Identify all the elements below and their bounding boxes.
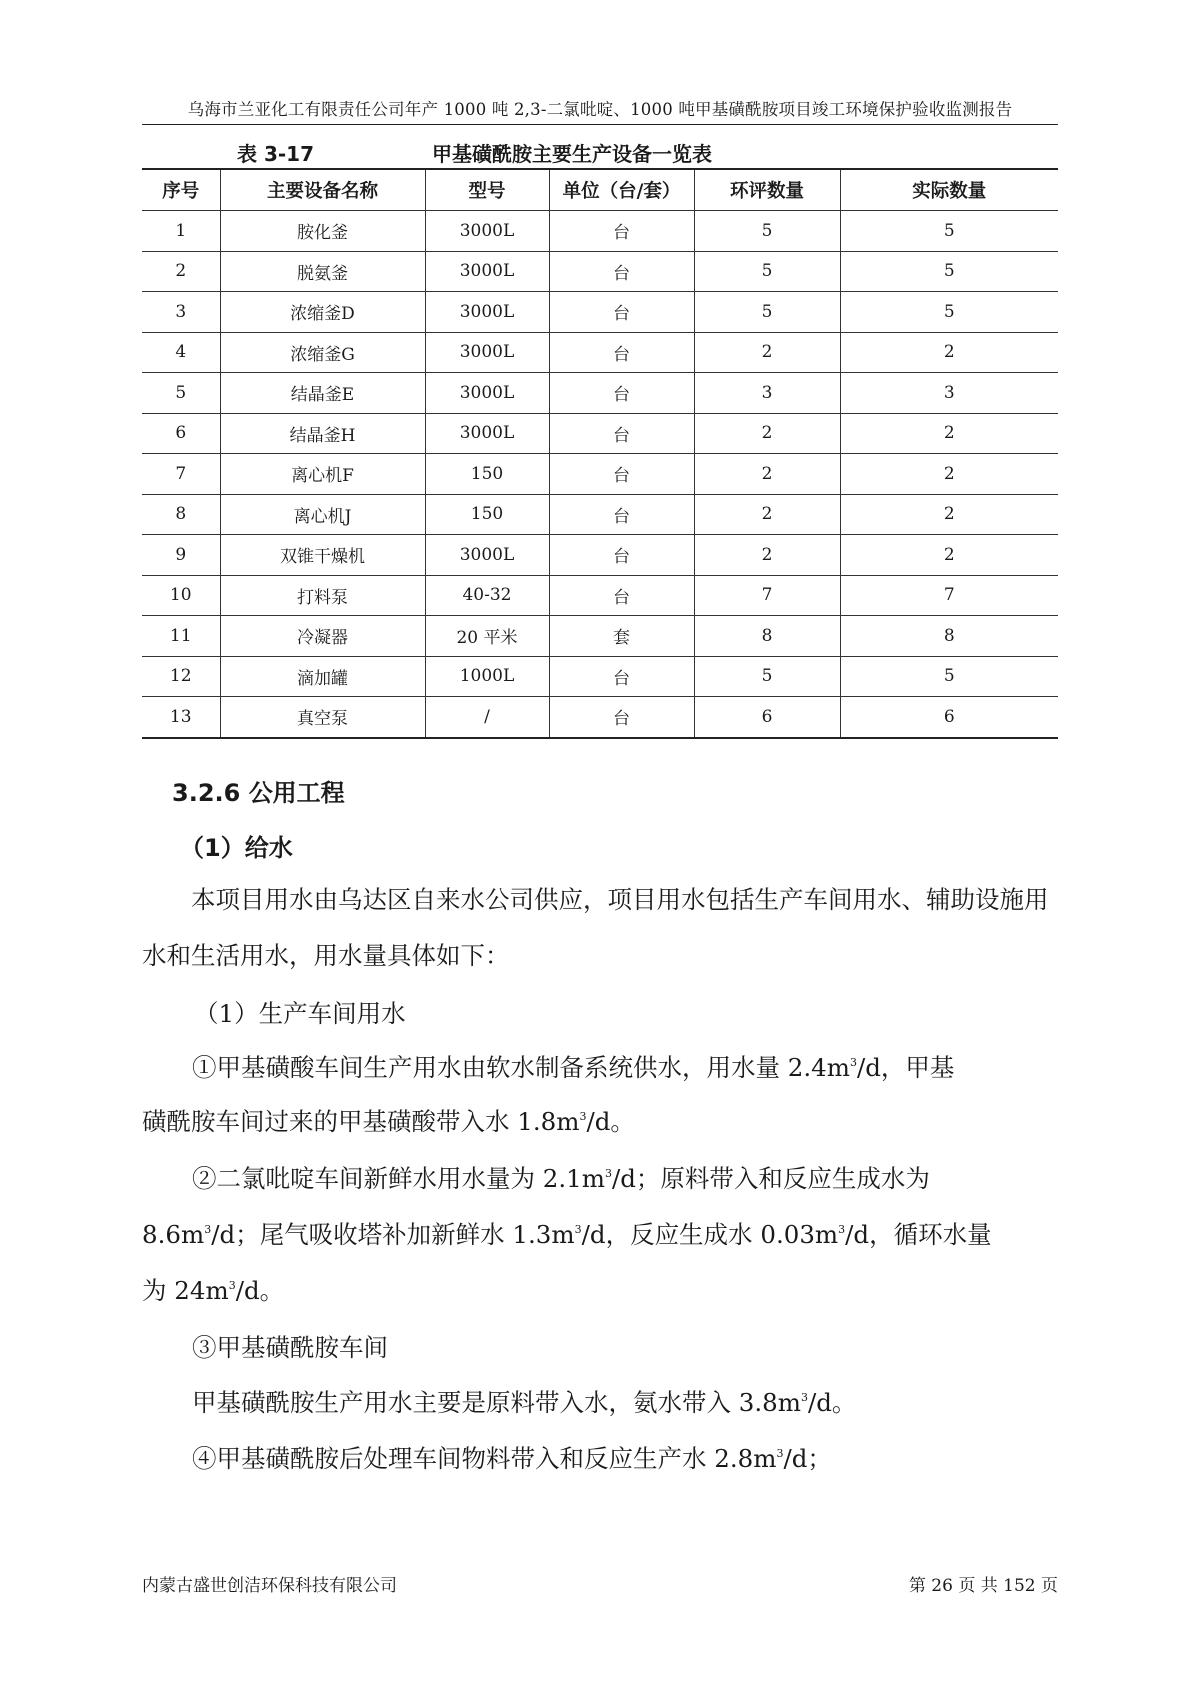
text-run: 甲基磺酰胺生产用水主要是原料带入水，氨水带入 3.8m	[192, 1388, 801, 1417]
footer-page-number: 第 26 页 共 152 页	[908, 1576, 1058, 1596]
table-cell: 2	[840, 494, 1058, 535]
text-run: /d。	[807, 1388, 857, 1417]
text-run: /d，循环水量	[845, 1220, 992, 1249]
text-run: ②二氯吡啶车间新鲜水用水量为 2.1m	[192, 1164, 605, 1193]
page-header: 乌海市兰亚化工有限责任公司年产 1000 吨 2,3-二氯吡啶、1000 吨甲基磺酰胺项目竣工环境保护验收监测报告	[187, 100, 1013, 119]
table-cell: 滴加罐	[220, 656, 425, 697]
paragraph-line	[142, 1103, 635, 1138]
text-run: /d；原料带入和反应生成水为	[611, 1164, 930, 1193]
table-cell: 台	[549, 251, 694, 292]
text-run: ①甲基磺酸车间生产用水由软水制备系统供水，用水量 2.4m	[192, 1053, 850, 1082]
text-run: /d，反应生成水 0.03m	[581, 1220, 839, 1249]
table-cell: 2	[840, 454, 1058, 495]
table-header-row	[142, 169, 1058, 211]
header-rule	[142, 124, 1058, 125]
table-cell: 3000L	[425, 211, 549, 252]
table-cell: 8	[694, 616, 840, 657]
table-cell: 台	[549, 211, 694, 252]
superscript: 3	[579, 1110, 587, 1123]
table-cell: 3	[142, 292, 220, 333]
table-cell: 5	[840, 251, 1058, 292]
table-cell: 5	[840, 211, 1058, 252]
table-cell: 台	[549, 292, 694, 333]
text-run: 磺酰胺车间过来的甲基磺酸带入水 1.8m	[142, 1107, 580, 1136]
superscript: 3	[574, 1223, 582, 1236]
col-header: 实际数量	[840, 169, 1058, 211]
table-cell: 40-32	[425, 575, 549, 616]
table-cell: 10	[142, 575, 220, 616]
col-header: 主要设备名称	[220, 169, 425, 211]
table-row	[142, 575, 1058, 616]
table-cell: /	[425, 697, 549, 738]
table-cell: 套	[549, 616, 694, 657]
table-cell: 冷凝器	[220, 616, 425, 657]
paragraph-line	[192, 1049, 954, 1084]
table-cell: 6	[840, 697, 1058, 738]
table-row	[142, 292, 1058, 333]
table-row	[142, 211, 1058, 252]
table-row	[142, 494, 1058, 535]
superscript: 3	[849, 1056, 857, 1069]
table-row	[142, 454, 1058, 495]
table-cell: 5	[840, 656, 1058, 697]
table-cell: 台	[549, 494, 694, 535]
table-cell: 2	[694, 332, 840, 373]
item3-title: ③甲基磺酰胺车间	[192, 1333, 388, 1362]
superscript: 3	[776, 1447, 784, 1460]
table-row	[142, 373, 1058, 414]
superscript: 3	[800, 1391, 808, 1404]
table-cell: 3	[840, 373, 1058, 414]
table-cell: 7	[142, 454, 220, 495]
table-cell: 台	[549, 454, 694, 495]
table-cell: 结晶釜H	[220, 413, 425, 454]
table-cell: 5	[840, 292, 1058, 333]
table-row	[142, 616, 1058, 657]
table-cell: 台	[549, 373, 694, 414]
table-cell: 打料泵	[220, 575, 425, 616]
table-cell: 脱氨釜	[220, 251, 425, 292]
table-cell: 台	[549, 413, 694, 454]
section-subheading: （1）给水	[180, 834, 293, 862]
table-cell: 浓缩釜D	[220, 292, 425, 333]
table-cell: 2	[142, 251, 220, 292]
table-cell: 3000L	[425, 413, 549, 454]
table-cell: 3000L	[425, 332, 549, 373]
intro-text: 本项目用水由乌达区自来水公司供应，项目用水包括生产车间用水、辅助设施用水和生活用水，用水量具体如下：	[142, 885, 1049, 970]
table-row	[142, 656, 1058, 697]
table-cell: 5	[142, 373, 220, 414]
paragraph-line	[192, 1160, 930, 1195]
table-cell: 胺化釜	[220, 211, 425, 252]
table-cell: 20 平米	[425, 616, 549, 657]
table-cell: 2	[694, 535, 840, 576]
table-cell: 1	[142, 211, 220, 252]
table-row	[142, 332, 1058, 373]
paragraph-line	[192, 1440, 832, 1475]
table-cell: 3000L	[425, 251, 549, 292]
text-run: 为 24m	[142, 1276, 229, 1305]
table-cell: 台	[549, 697, 694, 738]
table-cell: 2	[694, 454, 840, 495]
table-cell: 3000L	[425, 373, 549, 414]
text-run: /d；尾气吸收塔补加新鲜水 1.3m	[211, 1220, 575, 1249]
table-caption-title: 甲基磺酰胺主要生产设备一览表	[432, 142, 712, 166]
table-cell: 离心机J	[220, 494, 425, 535]
paragraph-line	[142, 1272, 284, 1307]
text-run: ④甲基磺酰胺后处理车间物料带入和反应生产水 2.8m	[192, 1444, 777, 1473]
table-cell: 5	[694, 211, 840, 252]
table-cell: 12	[142, 656, 220, 697]
table-row	[142, 535, 1058, 576]
table-cell: 3	[694, 373, 840, 414]
table-cell: 11	[142, 616, 220, 657]
paragraph-line	[142, 1216, 992, 1251]
table-cell: 台	[549, 535, 694, 576]
table-cell: 150	[425, 454, 549, 495]
table-cell: 2	[840, 413, 1058, 454]
table-cell: 9	[142, 535, 220, 576]
table-caption-number: 表 3-17	[237, 142, 315, 166]
superscript: 3	[604, 1167, 612, 1180]
table-cell: 8	[142, 494, 220, 535]
table-cell: 150	[425, 494, 549, 535]
superscript: 3	[838, 1223, 846, 1236]
intro-paragraph	[142, 872, 1058, 984]
col-header: 型号	[425, 169, 549, 211]
text-run: /d。	[586, 1107, 635, 1136]
table-cell: 台	[549, 575, 694, 616]
table-row	[142, 251, 1058, 292]
table-caption	[142, 138, 1058, 168]
col-header: 环评数量	[694, 169, 840, 211]
col-header: 序号	[142, 169, 220, 211]
table-cell: 1000L	[425, 656, 549, 697]
text-run: /d，甲基	[856, 1053, 955, 1082]
table-cell: 6	[142, 413, 220, 454]
text-run: /d；	[783, 1444, 832, 1473]
superscript: 3	[228, 1279, 236, 1292]
table-row	[142, 413, 1058, 454]
equipment-table	[142, 168, 1058, 739]
table-cell: 7	[840, 575, 1058, 616]
table-cell: 真空泵	[220, 697, 425, 738]
table-cell: 3000L	[425, 535, 549, 576]
table-cell: 5	[694, 656, 840, 697]
table-cell: 7	[694, 575, 840, 616]
table-cell: 3000L	[425, 292, 549, 333]
table-cell: 2	[694, 413, 840, 454]
table-cell: 结晶釜E	[220, 373, 425, 414]
text-run: /d。	[235, 1276, 285, 1305]
table-cell: 8	[840, 616, 1058, 657]
table-cell: 双锥干燥机	[220, 535, 425, 576]
table-cell: 台	[549, 656, 694, 697]
table-cell: 浓缩釜G	[220, 332, 425, 373]
table-cell: 台	[549, 332, 694, 373]
table-cell: 5	[694, 292, 840, 333]
superscript: 3	[204, 1223, 212, 1236]
table-cell: 离心机F	[220, 454, 425, 495]
table-cell: 2	[840, 535, 1058, 576]
table-cell: 2	[694, 494, 840, 535]
section-heading: 3.2.6 公用工程	[172, 779, 345, 807]
paragraph-line	[192, 1384, 856, 1419]
table-cell: 6	[694, 697, 840, 738]
table-cell: 4	[142, 332, 220, 373]
col-header: 单位（台/套）	[549, 169, 694, 211]
table-cell: 13	[142, 697, 220, 738]
table-cell: 5	[694, 251, 840, 292]
table-row	[142, 697, 1058, 738]
footer-company: 内蒙古盛世创洁环保科技有限公司	[142, 1576, 397, 1596]
text-run: 8.6m	[142, 1220, 205, 1249]
item1-title: （1）生产车间用水	[194, 999, 406, 1028]
table-cell: 2	[840, 332, 1058, 373]
